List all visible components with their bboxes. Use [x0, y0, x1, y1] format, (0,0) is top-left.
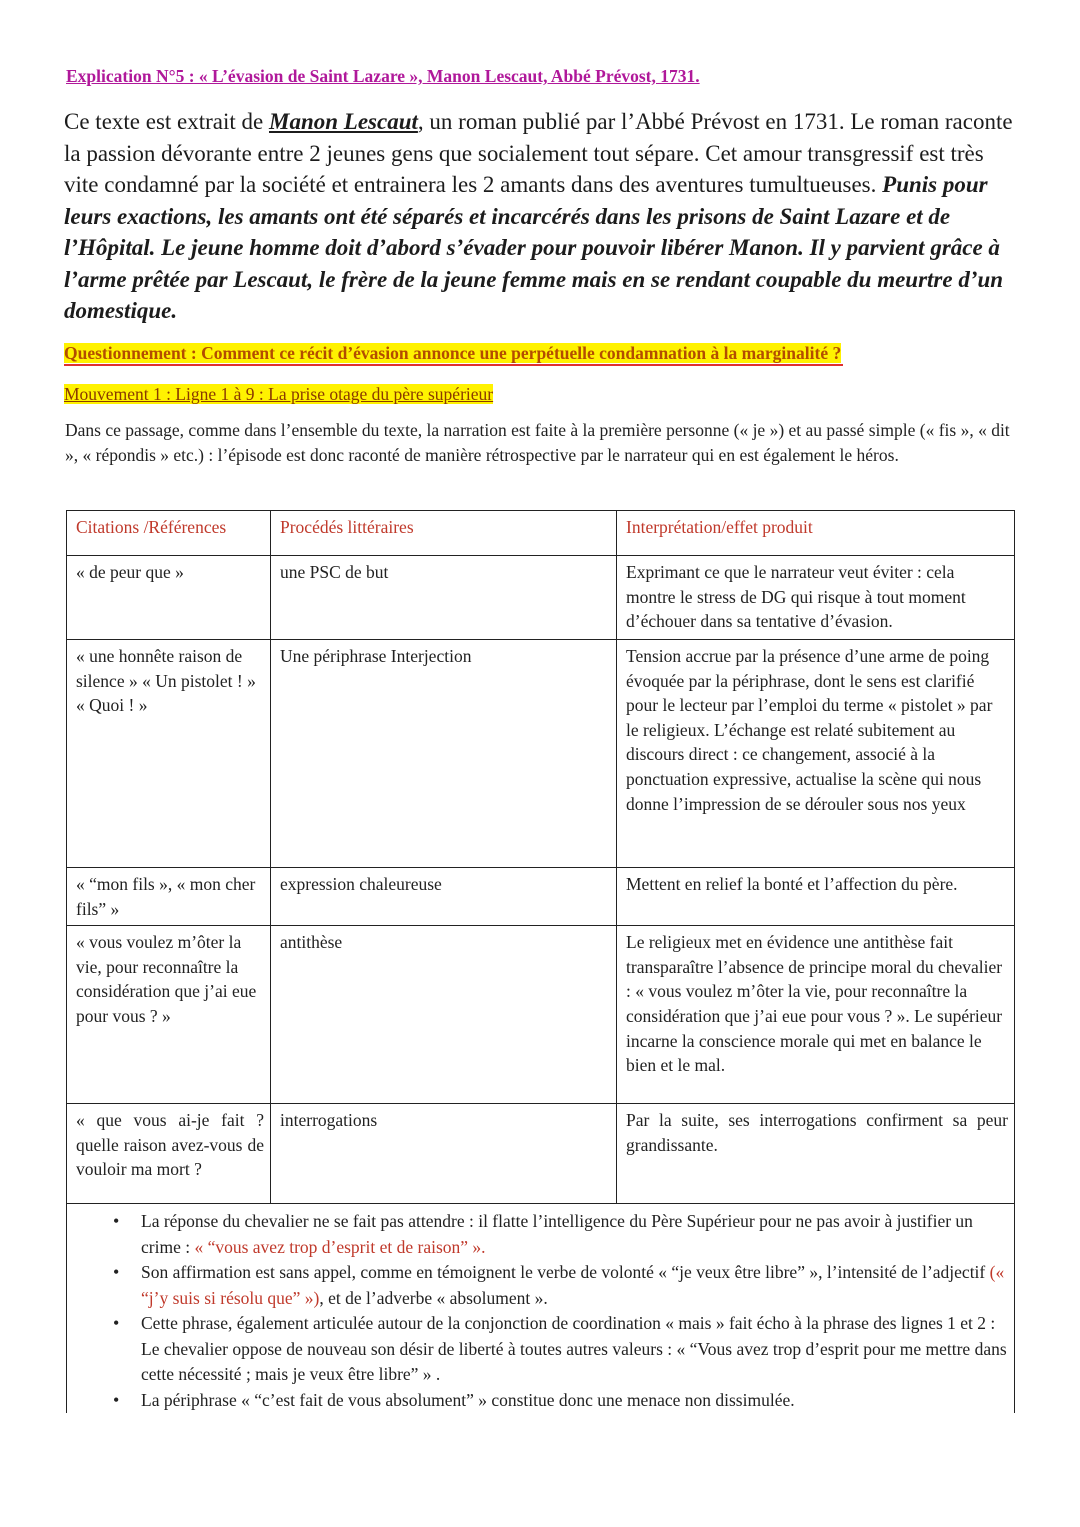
intro-bold-text: Punis pour leurs exactions, les amants ont été séparés et incarcérés dans les prisons de Saint Lazare et de l’Hôpital. Le jeune homme doit d’abord s’évader pour pouvoir libérer Manon. Il y parvient grâce à l’arme prêtée par Lescaut, le frère de la jeune femme mais en se rendant coupable du meurtre d’un domestique.	[64, 172, 1004, 323]
cell-interpretation: Exprimant ce que le narrateur veut éviter : cela montre le stress de DG qui risque à tout moment d’échouer dans sa tentative d’évasion.	[617, 556, 1015, 640]
bullet-text: Cette phrase, également articulée autour de la conjonction de coordination « mais » fait écho à la phrase des lignes 1 et 2 : Le chevalier oppose de nouveau son désir de liberté à toutes autres valeurs : « “Vous avez trop d’esprit pour me mettre dans cette nécessité ; mais je veux être libre” » .	[141, 1313, 1007, 1384]
cell-interpretation: Tension accrue par la présence d’une arme de poing évoquée par la périphrase, dont le sens est clarifié pour le lecteur par l’emploi du terme « pistolet » par le religieux. L’échange est relaté subitement au discours direct : ce changement, associé à la ponctuation expressive, actualise la scène qui nous donne l’impression de se dérouler sous nos yeux	[617, 640, 1015, 868]
intro-paragraph	[64, 106, 1019, 327]
cell-citation: « vous voulez m’ôter la vie, pour reconnaître la considération que j’ai eue pour vous ? »	[67, 926, 271, 1104]
intro-text-middle: , un roman publié par l’Abbé Prévost en 1731. Le roman raconte la passion dévorante entre 2 jeunes gens que socialement tout sépare. Cet amour transgressif est très vite condamné par la société et entrainera les 2 amants dans des aventures tumultueuses.	[64, 109, 1013, 197]
cell-procede: expression chaleureuse	[271, 868, 617, 926]
cell-citation: « “mon fils », « mon cher fils” »	[67, 868, 271, 926]
header-procedes: Procédés littéraires	[271, 511, 617, 556]
bullet-quote: « “vous avez trop d’esprit et de raison” ».	[194, 1236, 486, 1257]
header-interpretation: Interprétation/effet produit	[617, 511, 1015, 556]
table-row	[67, 868, 1015, 926]
cell-procede: interrogations	[271, 1104, 617, 1204]
cell-procede: antithèse	[271, 926, 617, 1104]
cell-interpretation: Par la suite, ses interrogations confirment sa peur grandissante.	[617, 1104, 1015, 1204]
cell-citation: « que vous ai-je fait ? quelle raison avez-vous de vouloir ma mort ?	[67, 1104, 271, 1204]
narration-paragraph: Dans ce passage, comme dans l’ensemble du texte, la narration est faite à la première personne (« je ») et au passé simple (« fis », « dit », « répondis » etc.) : l’épisode est donc raconté de manière rétrospective par le narrateur qui en est également le héros.	[65, 420, 1010, 465]
cell-procede: Une périphrase Interjection	[271, 640, 617, 868]
header-citations: Citations /Références	[67, 511, 271, 556]
list-item	[141, 1311, 1010, 1388]
mouvement-text: Mouvement 1 : Ligne 1 à 9 : La prise otage du père supérieur	[64, 384, 494, 404]
questionnement-text: Questionnement : Comment ce récit d’évasion annonce une perpétuelle condamnation à la marginalité ?	[64, 343, 842, 363]
table-row	[67, 556, 1015, 640]
bullet-text: La périphrase « “c’est fait de vous absolument” » constitue donc une menace non dissimulée.	[141, 1389, 795, 1410]
cell-procede: une PSC de but	[271, 556, 617, 640]
cell-interpretation: Mettent en relief la bonté et l’affection du père.	[617, 868, 1015, 926]
cell-interpretation: Le religieux met en évidence une antithèse fait transparaître l’absence de principe moral du chevalier : « vous voulez m’ôter la vie, pour reconnaître la considération que j’ai eue pour vous ? ». Le supérieur incarne la conscience morale qui met en balance le bien et le mal.	[617, 926, 1015, 1104]
table-row	[67, 926, 1015, 1104]
cell-citation: « une honnête raison de silence » « Un pistolet ! » « Quoi ! »	[67, 640, 271, 868]
bullet-text: La réponse du chevalier ne se fait pas attendre : il flatte l’intelligence du Père Supérieur pour ne pas avoir à justifier un crime :	[141, 1211, 973, 1257]
bullet-quote: (« “j’y suis si résolu que” »)	[141, 1262, 1005, 1308]
table-row	[67, 1104, 1015, 1204]
bullet-text: Son affirmation est sans appel, comme en témoignent le verbe de volonté « “je veux être libre” », l’intensité de l’adjectif	[141, 1262, 990, 1282]
cell-citation: « de peur que »	[67, 556, 271, 640]
analysis-table	[66, 510, 1015, 1204]
book-title: Manon Lescaut	[269, 109, 418, 134]
questionnement-heading	[64, 342, 843, 366]
list-item	[141, 1388, 1010, 1414]
table-header-row	[67, 511, 1015, 556]
table-row	[67, 640, 1015, 868]
list-item	[141, 1260, 1010, 1311]
bullet-text-after: , et de l’adverbe « absolument ».	[319, 1287, 548, 1308]
document-title: Explication N°5 : « L’évasion de Saint Lazare », Manon Lescaut, Abbé Prévost, 1731.	[66, 66, 700, 86]
intro-text-start: Ce texte est extrait de	[64, 109, 270, 134]
commentary-list	[66, 1209, 1010, 1413]
mouvement-heading	[64, 383, 493, 405]
list-item	[141, 1209, 1010, 1260]
